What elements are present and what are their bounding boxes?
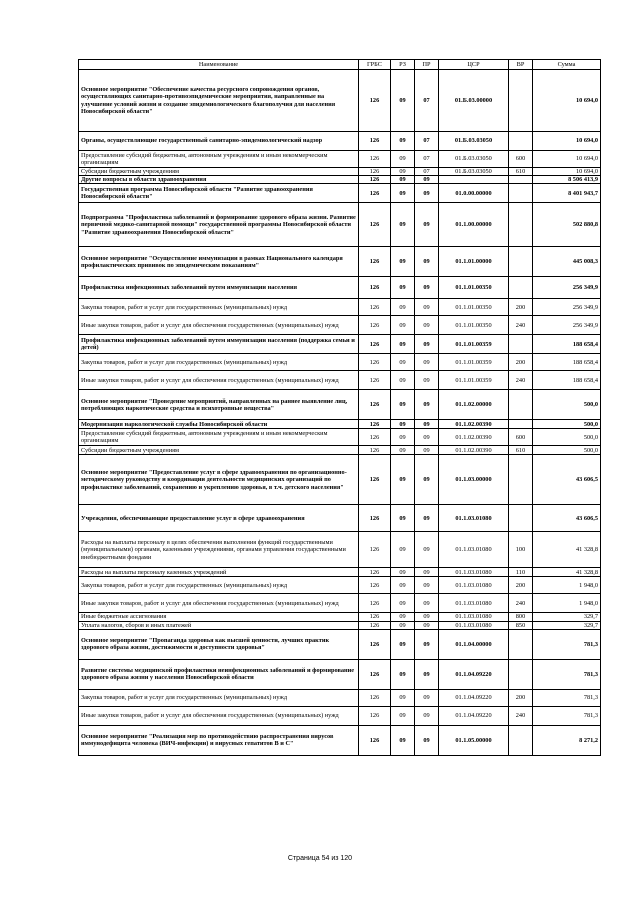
cell-sum: 500,0 (533, 390, 601, 420)
cell-sum: 500,0 (533, 429, 601, 446)
cell-rz: 09 (391, 505, 415, 532)
table-row (79, 168, 601, 176)
cell-name: Закупка товаров, работ и услуг для государственных (муниципальных) нужд (79, 354, 359, 371)
cell-rz: 09 (391, 594, 415, 613)
cell-name: Иные закупки товаров, работ и услуг для обеспечения государственных (муниципальных) нужд (79, 316, 359, 335)
cell-grbs: 126 (359, 168, 391, 176)
cell-vr (509, 629, 533, 659)
cell-name: Иные закупки товаров, работ и услуг для обеспечения государственных (муниципальных) нужд (79, 371, 359, 390)
cell-name: Субсидии бюджетным учреждениям (79, 168, 359, 176)
cell-csr: 01.1.01.00350 (439, 299, 509, 316)
cell-grbs: 126 (359, 176, 391, 184)
cell-rz: 09 (391, 455, 415, 505)
cell-vr: 240 (509, 706, 533, 725)
cell-csr: 01.1.02.00000 (439, 390, 509, 420)
cell-sum: 500,0 (533, 446, 601, 455)
cell-pr: 09 (415, 277, 439, 299)
cell-sum: 41 328,8 (533, 568, 601, 577)
cell-name: Расходы на выплаты персоналу в целях обеспечения выполнения функций государственными (муниципальными) органами, казенными учреждениями, органами управления государственными внебюджетными фондами (79, 532, 359, 568)
header-vr: ВР (509, 60, 533, 70)
cell-grbs: 126 (359, 689, 391, 706)
cell-vr: 200 (509, 299, 533, 316)
table-row (79, 184, 601, 203)
cell-grbs: 126 (359, 629, 391, 659)
table-row (79, 455, 601, 505)
cell-grbs: 126 (359, 613, 391, 621)
header-pr: ПР (415, 60, 439, 70)
cell-vr (509, 203, 533, 247)
cell-csr: 01.1.01.00350 (439, 316, 509, 335)
cell-grbs: 126 (359, 70, 391, 132)
header-rz: РЗ (391, 60, 415, 70)
cell-rz: 09 (391, 247, 415, 277)
cell-pr: 09 (415, 594, 439, 613)
cell-grbs: 126 (359, 203, 391, 247)
cell-name: Основное мероприятие "Обеспечение качества ресурсного сопровождения органов, осуществляющих санитарно-противоэпидемические мероприятия, направленные на улучшение условий жизни и создание эпидемиологического благополучия для населения Новосибирской области" (79, 70, 359, 132)
cell-csr (439, 176, 509, 184)
cell-name: Учреждения, обеспечивающие предоставление услуг в сфере здравоохранения (79, 505, 359, 532)
cell-grbs: 126 (359, 659, 391, 689)
table-row (79, 689, 601, 706)
cell-sum: 188 658,4 (533, 335, 601, 354)
cell-rz: 09 (391, 70, 415, 132)
cell-rz: 09 (391, 354, 415, 371)
table-row (79, 577, 601, 594)
header-sum: Сумма (533, 60, 601, 70)
cell-sum: 188 658,4 (533, 371, 601, 390)
cell-sum: 500,0 (533, 420, 601, 429)
cell-sum: 8 401 943,7 (533, 184, 601, 203)
cell-rz: 09 (391, 706, 415, 725)
cell-vr: 610 (509, 168, 533, 176)
cell-pr: 09 (415, 455, 439, 505)
cell-csr: 01.1.01.00359 (439, 354, 509, 371)
cell-vr (509, 70, 533, 132)
cell-name: Подпрограмма "Профилактика заболеваний и формирование здорового образа жизни. Развитие первичной медико-санитарной помощи" государственной программы Новосибирской области "Развитие здравоохранения Новосибирской области" (79, 203, 359, 247)
cell-name: Закупка товаров, работ и услуг для государственных (муниципальных) нужд (79, 299, 359, 316)
cell-grbs: 126 (359, 621, 391, 629)
cell-vr (509, 505, 533, 532)
cell-sum: 8 271,2 (533, 725, 601, 755)
cell-vr: 200 (509, 577, 533, 594)
cell-rz: 09 (391, 429, 415, 446)
cell-sum: 781,3 (533, 706, 601, 725)
cell-pr: 09 (415, 568, 439, 577)
cell-sum: 781,3 (533, 629, 601, 659)
cell-name: Субсидии бюджетным учреждениям (79, 446, 359, 455)
cell-pr: 09 (415, 629, 439, 659)
cell-vr: 600 (509, 151, 533, 168)
cell-sum: 256 349,9 (533, 316, 601, 335)
cell-sum: 41 328,8 (533, 532, 601, 568)
cell-csr: 01.1.04.09220 (439, 689, 509, 706)
cell-vr (509, 725, 533, 755)
table-row (79, 621, 601, 629)
cell-rz: 09 (391, 277, 415, 299)
cell-name: Основное мероприятие "Предоставление услуг в сфере здравоохранения по организационно-методическому руководству и координации деятельности медицинских организаций по профилактике заболеваний, сохранению и укреплению здоровья, в т.ч. детского населения" (79, 455, 359, 505)
cell-grbs: 126 (359, 725, 391, 755)
table-row (79, 429, 601, 446)
cell-pr: 09 (415, 203, 439, 247)
cell-csr: 01.1.02.00390 (439, 420, 509, 429)
table-row (79, 629, 601, 659)
cell-csr: 01.Б.03.03050 (439, 168, 509, 176)
cell-pr: 09 (415, 429, 439, 446)
cell-csr: 01.1.01.00350 (439, 277, 509, 299)
cell-pr: 09 (415, 689, 439, 706)
table-row (79, 176, 601, 184)
cell-name: Предоставление субсидий бюджетным, автономным учреждениям и иным некоммерческим организациям (79, 429, 359, 446)
cell-vr (509, 659, 533, 689)
cell-rz: 09 (391, 371, 415, 390)
cell-pr: 09 (415, 335, 439, 354)
cell-vr: 100 (509, 532, 533, 568)
table-row (79, 594, 601, 613)
cell-sum: 10 694,0 (533, 151, 601, 168)
table-row (79, 316, 601, 335)
cell-vr: 240 (509, 594, 533, 613)
cell-csr: 01.1.01.00359 (439, 371, 509, 390)
cell-grbs: 126 (359, 505, 391, 532)
cell-vr: 110 (509, 568, 533, 577)
cell-csr: 01.1.03.01080 (439, 568, 509, 577)
cell-pr: 09 (415, 577, 439, 594)
cell-csr: 01.1.03.00000 (439, 455, 509, 505)
cell-rz: 09 (391, 613, 415, 621)
cell-pr: 07 (415, 151, 439, 168)
cell-pr: 09 (415, 706, 439, 725)
table-row (79, 70, 601, 132)
cell-rz: 09 (391, 132, 415, 151)
table-row (79, 532, 601, 568)
cell-rz: 09 (391, 176, 415, 184)
cell-csr: 01.Б.03.03050 (439, 151, 509, 168)
cell-vr: 240 (509, 316, 533, 335)
cell-name: Закупка товаров, работ и услуг для государственных (муниципальных) нужд (79, 689, 359, 706)
table-body (79, 70, 601, 756)
cell-rz: 09 (391, 532, 415, 568)
cell-name: Развитие системы медицинской профилактики неинфекционных заболеваний и формирование здорового образа жизни у населения Новосибирской области (79, 659, 359, 689)
table-row (79, 247, 601, 277)
cell-pr: 09 (415, 247, 439, 277)
cell-sum: 43 606,5 (533, 505, 601, 532)
table-row (79, 299, 601, 316)
cell-grbs: 126 (359, 420, 391, 429)
table-row (79, 277, 601, 299)
cell-name: Иные бюджетные ассигнования (79, 613, 359, 621)
cell-csr: 01.0.00.00000 (439, 184, 509, 203)
cell-name: Органы, осуществляющие государственный санитарно-эпидемиологический надзор (79, 132, 359, 151)
table-row (79, 132, 601, 151)
table-row (79, 335, 601, 354)
page-number: Страница 54 из 120 (287, 855, 353, 862)
cell-name: Модернизация наркологической службы Новосибирской области (79, 420, 359, 429)
cell-grbs: 126 (359, 277, 391, 299)
table-row (79, 706, 601, 725)
cell-pr: 09 (415, 725, 439, 755)
cell-rz: 09 (391, 689, 415, 706)
table-row (79, 725, 601, 755)
cell-sum: 502 880,8 (533, 203, 601, 247)
cell-grbs: 126 (359, 568, 391, 577)
cell-grbs: 126 (359, 247, 391, 277)
cell-pr: 09 (415, 621, 439, 629)
cell-vr: 600 (509, 429, 533, 446)
cell-rz: 09 (391, 203, 415, 247)
cell-sum: 256 349,9 (533, 277, 601, 299)
cell-csr: 01.1.03.01080 (439, 594, 509, 613)
cell-sum: 10 694,0 (533, 168, 601, 176)
cell-csr: 01.1.01.00000 (439, 247, 509, 277)
table-row (79, 505, 601, 532)
cell-vr: 200 (509, 354, 533, 371)
cell-csr: 01.1.04.09220 (439, 659, 509, 689)
table-row (79, 420, 601, 429)
cell-grbs: 126 (359, 132, 391, 151)
cell-pr: 09 (415, 354, 439, 371)
cell-name: Иные закупки товаров, работ и услуг для обеспечения государственных (муниципальных) нужд (79, 706, 359, 725)
table-header-row (79, 60, 601, 70)
cell-rz: 09 (391, 621, 415, 629)
cell-grbs: 126 (359, 390, 391, 420)
cell-rz: 09 (391, 335, 415, 354)
cell-pr: 09 (415, 299, 439, 316)
table-row (79, 613, 601, 621)
cell-rz: 09 (391, 446, 415, 455)
table-row (79, 390, 601, 420)
cell-vr (509, 132, 533, 151)
cell-pr: 09 (415, 184, 439, 203)
table-row (79, 446, 601, 455)
cell-sum: 781,3 (533, 689, 601, 706)
cell-name: Закупка товаров, работ и услуг для государственных (муниципальных) нужд (79, 577, 359, 594)
cell-vr (509, 176, 533, 184)
cell-csr: 01.1.03.01080 (439, 532, 509, 568)
cell-sum: 8 506 413,9 (533, 176, 601, 184)
cell-csr: 01.1.04.09220 (439, 706, 509, 725)
cell-sum: 445 008,3 (533, 247, 601, 277)
cell-vr: 850 (509, 621, 533, 629)
cell-pr: 09 (415, 316, 439, 335)
cell-csr: 01.1.04.00000 (439, 629, 509, 659)
cell-vr: 610 (509, 446, 533, 455)
cell-grbs: 126 (359, 429, 391, 446)
cell-pr: 09 (415, 420, 439, 429)
cell-vr: 240 (509, 371, 533, 390)
cell-vr (509, 420, 533, 429)
cell-vr (509, 247, 533, 277)
cell-pr: 09 (415, 613, 439, 621)
cell-rz: 09 (391, 659, 415, 689)
cell-rz: 09 (391, 577, 415, 594)
cell-sum: 256 349,9 (533, 299, 601, 316)
cell-pr: 09 (415, 446, 439, 455)
cell-grbs: 126 (359, 594, 391, 613)
cell-sum: 781,3 (533, 659, 601, 689)
cell-name: Расходы на выплаты персоналу казенных учреждений (79, 568, 359, 577)
cell-vr (509, 277, 533, 299)
cell-rz: 09 (391, 316, 415, 335)
cell-rz: 09 (391, 568, 415, 577)
header-csr: ЦСР (439, 60, 509, 70)
cell-vr: 800 (509, 613, 533, 621)
cell-csr: 01.1.03.01080 (439, 613, 509, 621)
cell-vr (509, 390, 533, 420)
header-name: Наименование (79, 60, 359, 70)
cell-csr: 01.1.01.00359 (439, 335, 509, 354)
cell-pr: 07 (415, 132, 439, 151)
cell-csr: 01.Б.03.03050 (439, 132, 509, 151)
cell-name: Профилактика инфекционных заболеваний путем иммунизации населения (79, 277, 359, 299)
cell-name: Уплата налогов, сборов и иных платежей (79, 621, 359, 629)
cell-rz: 09 (391, 299, 415, 316)
cell-rz: 09 (391, 168, 415, 176)
cell-csr: 01.1.03.01080 (439, 621, 509, 629)
cell-grbs: 126 (359, 577, 391, 594)
cell-name: Основное мероприятие "Осуществление иммунизации в рамках Национального календаря профилактических прививок по эпидемическим показаниям" (79, 247, 359, 277)
cell-vr: 200 (509, 689, 533, 706)
cell-pr: 09 (415, 176, 439, 184)
cell-csr: 01.Б.03.00000 (439, 70, 509, 132)
cell-csr: 01.1.02.00390 (439, 446, 509, 455)
cell-sum: 1 948,0 (533, 577, 601, 594)
cell-csr: 01.1.00.00000 (439, 203, 509, 247)
cell-name: Другие вопросы в области здравоохранения (79, 176, 359, 184)
header-grbs: ГРБС (359, 60, 391, 70)
budget-table (78, 59, 601, 756)
cell-pr: 07 (415, 168, 439, 176)
cell-sum: 329,7 (533, 621, 601, 629)
cell-grbs: 126 (359, 532, 391, 568)
cell-sum: 1 948,0 (533, 594, 601, 613)
cell-pr: 07 (415, 70, 439, 132)
cell-pr: 09 (415, 371, 439, 390)
cell-pr: 09 (415, 505, 439, 532)
cell-csr: 01.1.02.00390 (439, 429, 509, 446)
cell-sum: 188 658,4 (533, 354, 601, 371)
table-row (79, 568, 601, 577)
cell-sum: 43 606,5 (533, 455, 601, 505)
cell-rz: 09 (391, 420, 415, 429)
cell-name: Государственная программа Новосибирской области "Развитие здравоохранения Новосибирской области" (79, 184, 359, 203)
cell-grbs: 126 (359, 706, 391, 725)
cell-name: Профилактика инфекционных заболеваний путем иммунизации населения (поддержка семьи и детей) (79, 335, 359, 354)
cell-vr (509, 184, 533, 203)
cell-rz: 09 (391, 151, 415, 168)
cell-csr: 01.1.05.00000 (439, 725, 509, 755)
cell-rz: 09 (391, 390, 415, 420)
cell-name: Предоставление субсидий бюджетным, автономным учреждениям и иным некоммерческим организациям (79, 151, 359, 168)
cell-pr: 09 (415, 532, 439, 568)
cell-name: Основное мероприятие "Проведение мероприятий, направленных на раннее выявление лиц, потребляющих наркотические средства и психотропные вещества" (79, 390, 359, 420)
cell-csr: 01.1.03.01080 (439, 505, 509, 532)
table-row (79, 151, 601, 168)
cell-sum: 329,7 (533, 613, 601, 621)
cell-rz: 09 (391, 629, 415, 659)
cell-grbs: 126 (359, 316, 391, 335)
cell-csr: 01.1.03.01080 (439, 577, 509, 594)
cell-name: Основное мероприятие "Пропаганда здоровья как высшей ценности, лучших практик здорового образа жизни, достижимости и доступности здоровья" (79, 629, 359, 659)
table-row (79, 203, 601, 247)
cell-grbs: 126 (359, 455, 391, 505)
cell-sum: 10 694,0 (533, 70, 601, 132)
cell-grbs: 126 (359, 354, 391, 371)
cell-pr: 09 (415, 659, 439, 689)
cell-grbs: 126 (359, 335, 391, 354)
table-row (79, 354, 601, 371)
cell-rz: 09 (391, 725, 415, 755)
cell-name: Иные закупки товаров, работ и услуг для обеспечения государственных (муниципальных) нужд (79, 594, 359, 613)
cell-grbs: 126 (359, 446, 391, 455)
cell-vr (509, 335, 533, 354)
table-row (79, 371, 601, 390)
cell-grbs: 126 (359, 299, 391, 316)
cell-name: Основное мероприятие "Реализация мер по противодействию распространения вирусов иммунодефицита человека (ВИЧ-инфекции) и вирусных гепатитов В и С" (79, 725, 359, 755)
cell-grbs: 126 (359, 371, 391, 390)
cell-grbs: 126 (359, 184, 391, 203)
cell-grbs: 126 (359, 151, 391, 168)
table-row (79, 659, 601, 689)
cell-rz: 09 (391, 184, 415, 203)
cell-vr (509, 455, 533, 505)
cell-pr: 09 (415, 390, 439, 420)
cell-sum: 10 694,0 (533, 132, 601, 151)
